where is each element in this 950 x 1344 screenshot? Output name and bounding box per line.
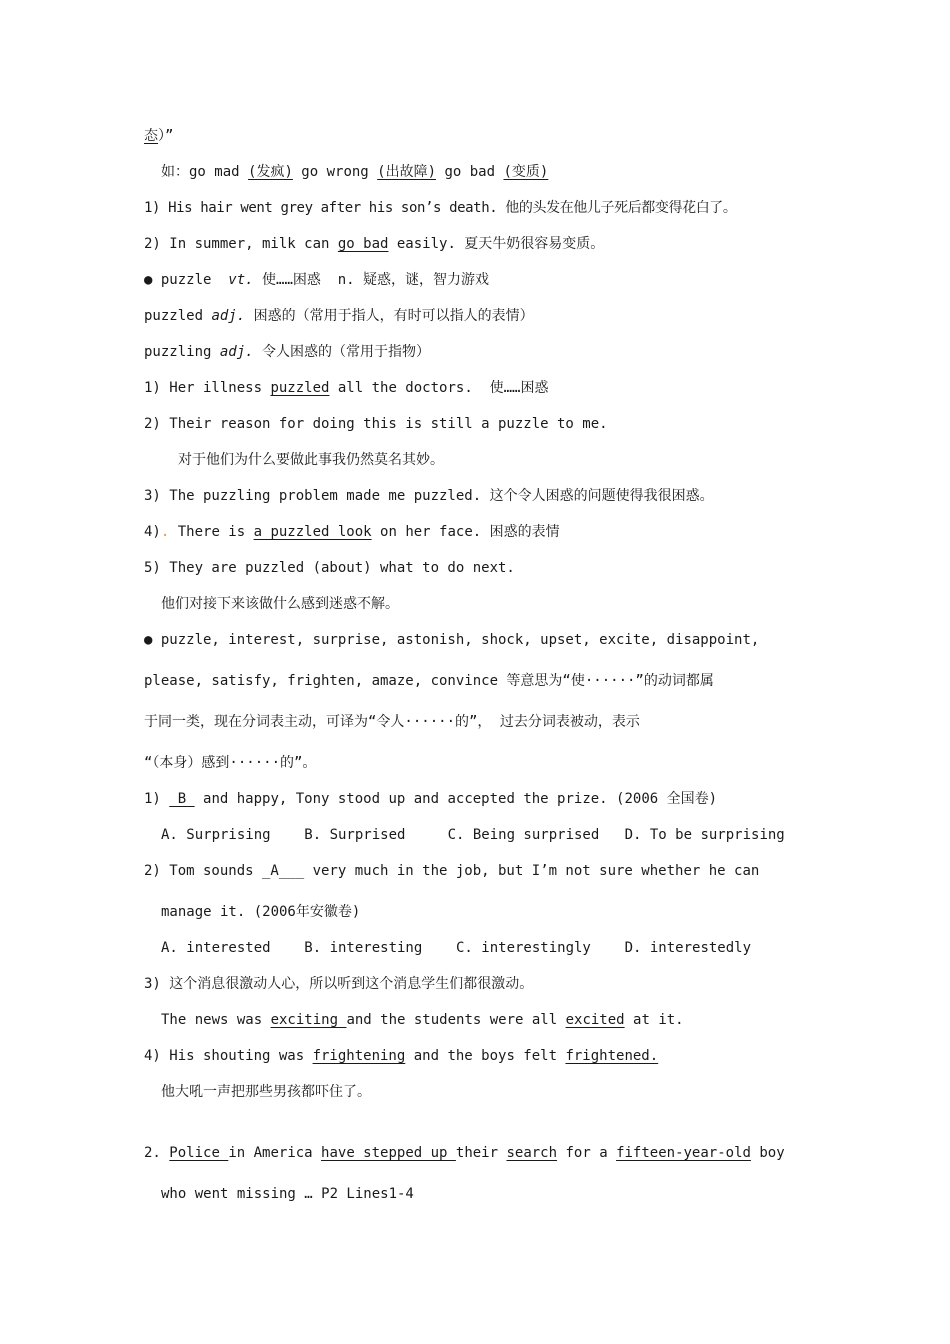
text-line: ● puzzle, interest, surprise, astonish, shock, upset, excite, disappoint, (144, 632, 760, 648)
text-line: 2) In summer, milk can go bad easily. 夏天牛奶很容易变质。 (144, 236, 605, 252)
text-line: 如：go mad (发疯) go wrong (出故障) go bad (变质) (161, 164, 549, 180)
text-line: 他们对接下来该做什么感到迷惑不解。 (161, 596, 399, 612)
text-line: puzzled adj. 困惑的（常用于指人，有时可以指人的表情） (144, 308, 534, 324)
text-line: A. Surprising B. Surprised C. Being surprised D. To be surprising (161, 827, 785, 843)
text-line: 对于他们为什么要做此事我仍然莫名其妙。 (178, 452, 444, 468)
text-line: manage it. (2006年安徽卷) (161, 904, 361, 920)
text-line: 1) Her illness puzzled all the doctors. 使……困惑 (144, 380, 549, 396)
text-line: who went missing … P2 Lines1-4 (161, 1186, 414, 1202)
text-line: 1) His hair went grey after his son’s death. 他的头发在他儿子死后都变得花白了。 (144, 200, 737, 216)
text-line: 态）” (144, 128, 174, 144)
text-line: 3) 这个消息很激动人心，所以听到这个消息学生们都很激动。 (144, 976, 534, 992)
text-line: 4) His shouting was frightening and the boys felt frightened. (144, 1048, 659, 1064)
text-line: ● puzzle vt. 使……困惑 n. 疑惑，谜，智力游戏 (144, 272, 490, 288)
text-line: 2) Their reason for doing this is still a puzzle to me. (144, 416, 608, 432)
text-line: 他大吼一声把那些男孩都吓住了。 (161, 1084, 371, 1100)
text-line: 3) The puzzling problem made me puzzled. 这个令人困惑的问题使得我很困惑。 (144, 488, 714, 504)
text-line: 于同一类，现在分词表主动，可译为“令人······的”， 过去分词表被动，表示 (144, 714, 640, 730)
text-line: 2. Police in America have stepped up their search for a fifteen-year-old boy (144, 1145, 785, 1161)
text-line: puzzling adj. 令人困惑的（常用于指物） (144, 344, 431, 360)
text-line: 1) B and happy, Tony stood up and accepted the prize. (2006 全国卷) (144, 791, 718, 807)
text-line: 2) Tom sounds _A___ very much in the job, but I’m not sure whether he can (144, 863, 760, 879)
text-line: 4). There is a puzzled look on her face. 困惑的表情 (144, 524, 560, 540)
text-line: “（本身）感到······的”。 (144, 755, 317, 771)
text-line: A. interested B. interesting C. interestingly D. interestedly (161, 940, 752, 956)
text-line: The news was exciting and the students were all excited at it. (161, 1012, 684, 1028)
text-line: 5) They are puzzled (about) what to do next. (144, 560, 515, 576)
text-line: please, satisfy, frighten, amaze, convince 等意思为“使······”的动词都属 (144, 673, 714, 689)
